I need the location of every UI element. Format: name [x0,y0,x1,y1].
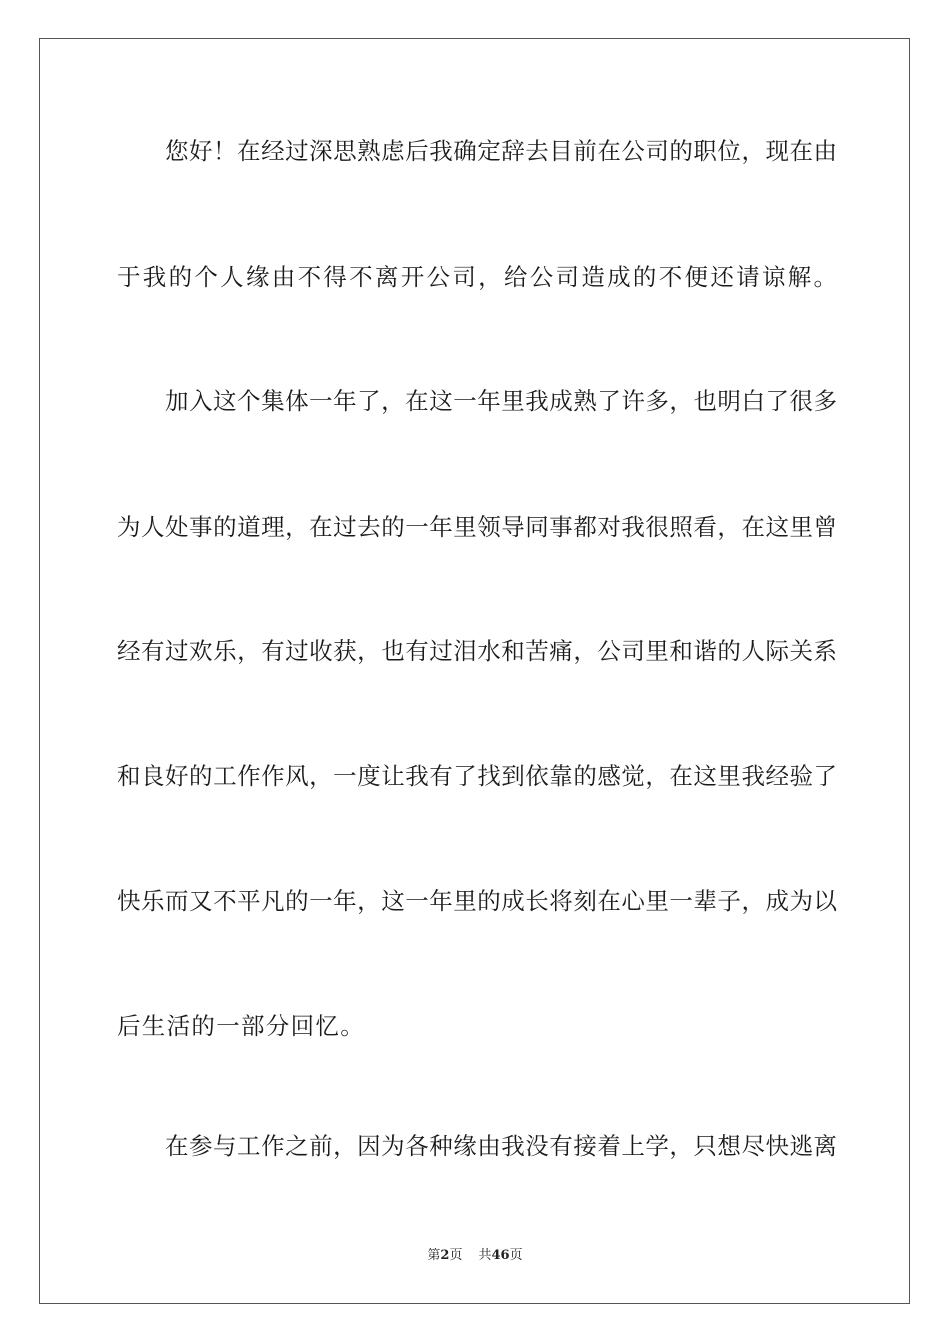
paragraph-2-line-2: 为人处事的道理，在过去的一年里领导同事都对我很照看，在这里曾 [117,513,837,541]
paragraph-2-line-5: 快乐而又不平凡的一年，这一年里的成长将刻在心里一辈子，成为以 [117,887,837,915]
page-suffix: 页 [449,1248,463,1263]
page-number: 2 [440,1248,450,1263]
paragraph-3-line-1: 在参与工作之前，因为各种缘由我没有接着上学，只想尽快逃离 [165,1132,837,1160]
page-border [39,38,910,1304]
total-prefix: 共 [478,1248,492,1263]
paragraph-1-line-2: 于我的个人缘由不得不离开公司，给公司造成的不便还请谅解。 [117,263,837,291]
page-footer [0,1247,950,1265]
paragraph-2-line-3: 经有过欢乐，有过收获，也有过泪水和苦痛，公司里和谐的人际关系 [117,637,837,665]
paragraph-1-line-1: 您好！在经过深思熟虑后我确定辞去目前在公司的职位，现在由 [165,137,837,165]
total-pages: 46 [491,1248,510,1263]
paragraph-2-line-4: 和良好的工作作风，一度让我有了找到依靠的感觉，在这里我经验了 [117,762,837,790]
paragraph-2-line-1: 加入这个集体一年了，在这一年里我成熟了许多，也明白了很多 [165,387,837,415]
total-suffix: 页 [509,1248,523,1263]
page-prefix: 第 [427,1248,441,1263]
paragraph-2-line-6: 后生活的一部分回忆。 [117,1012,365,1040]
